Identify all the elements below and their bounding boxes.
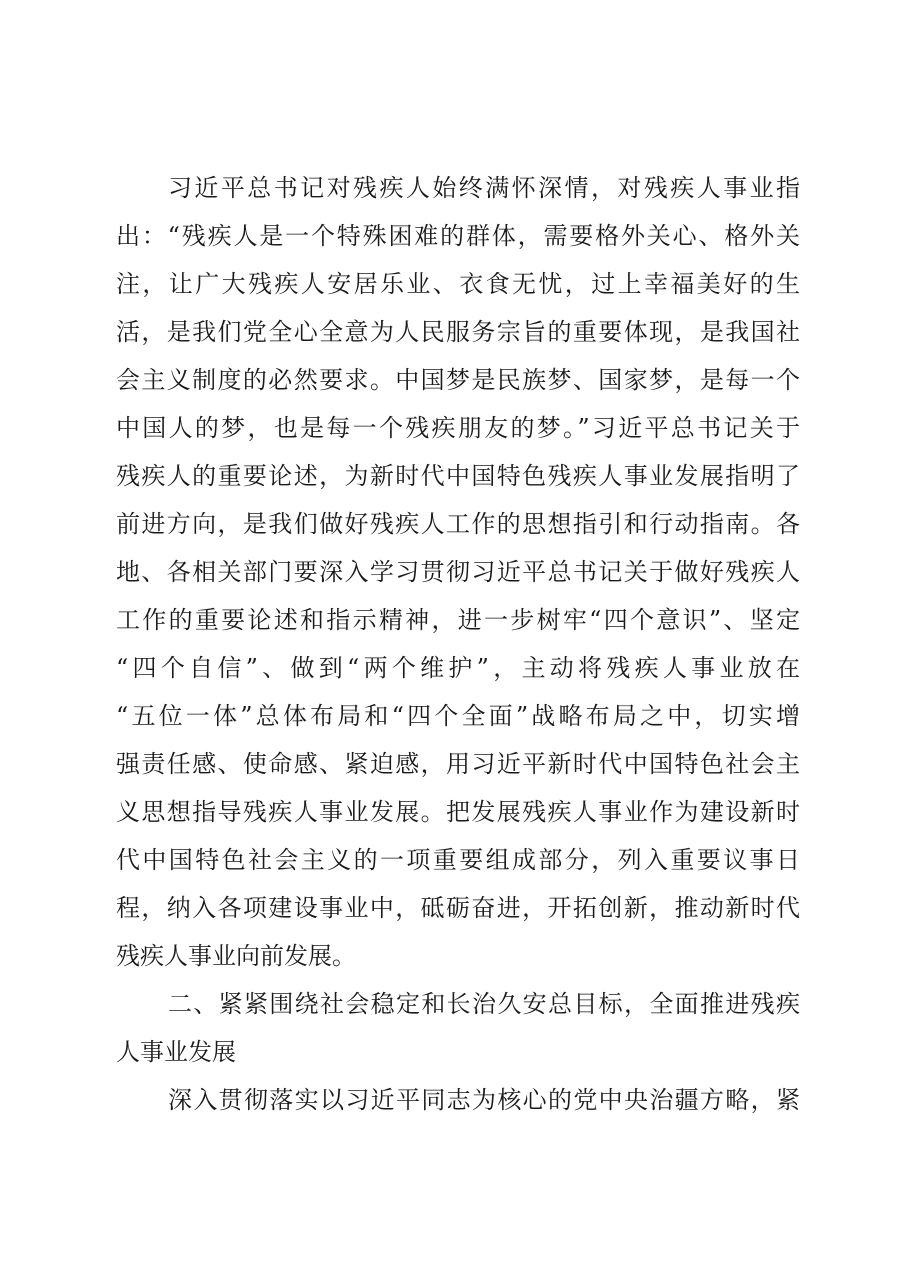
paragraph-1-line-17: 残疾人事业向前发展。 (116, 942, 356, 970)
section-heading-line-1: 二、紧紧围绕社会稳定和长治久安总目标，全面推进残疾 (168, 990, 800, 1018)
paragraph-2-line-1: 深入贯彻落实以习近平同志为核心的党中央治疆方略，紧 (168, 1086, 800, 1114)
paragraph-1-line-11: “四个自信”、做到“两个维护”，主动将残疾人事业放在 (116, 654, 800, 682)
paragraph-1-line-15: 代中国特色社会主义的一项重要组成部分，列入重要议事日 (116, 846, 800, 874)
paragraph-1-line-14: 义思想指导残疾人事业发展。把发展残疾人事业作为建设新时 (116, 798, 800, 826)
paragraph-1-line-8: 前进方向，是我们做好残疾人工作的思想指引和行动指南。各 (116, 510, 800, 538)
paragraph-1-line-6: 中国人的梦，也是每一个残疾朋友的梦。”习近平总书记关于 (116, 414, 800, 442)
paragraph-1-line-1: 习近平总书记对残疾人始终满怀深情，对残疾人事业指 (168, 174, 800, 202)
paragraph-1-line-9: 地、各相关部门要深入学习贯彻习近平总书记关于做好残疾人 (116, 558, 800, 586)
paragraph-1-line-12: “五位一体”总体布局和“四个全面”战略布局之中，切实增 (116, 702, 800, 730)
paragraph-1-line-10: 工作的重要论述和指示精神，进一步树牢“四个意识”、坚定 (116, 606, 800, 634)
section-heading-line-2: 人事业发展 (116, 1038, 236, 1066)
paragraph-1-line-7: 残疾人的重要论述，为新时代中国特色残疾人事业发展指明了 (116, 462, 800, 490)
document-body (116, 164, 800, 1124)
paragraph-1-line-13: 强责任感、使命感、紧迫感，用习近平新时代中国特色社会主 (116, 750, 800, 778)
paragraph-1-line-5: 会主义制度的必然要求。中国梦是民族梦、国家梦，是每一个 (116, 366, 800, 394)
paragraph-1-line-2: 出：“残疾人是一个特殊困难的群体，需要格外关心、格外关 (116, 222, 800, 250)
paragraph-1-line-4: 活，是我们党全心全意为人民服务宗旨的重要体现，是我国社 (116, 318, 800, 346)
paragraph-1-line-16: 程，纳入各项建设事业中，砥砺奋进，开拓创新，推动新时代 (116, 894, 800, 922)
paragraph-1-line-3: 注，让广大残疾人安居乐业、衣食无忧，过上幸福美好的生 (116, 270, 800, 298)
